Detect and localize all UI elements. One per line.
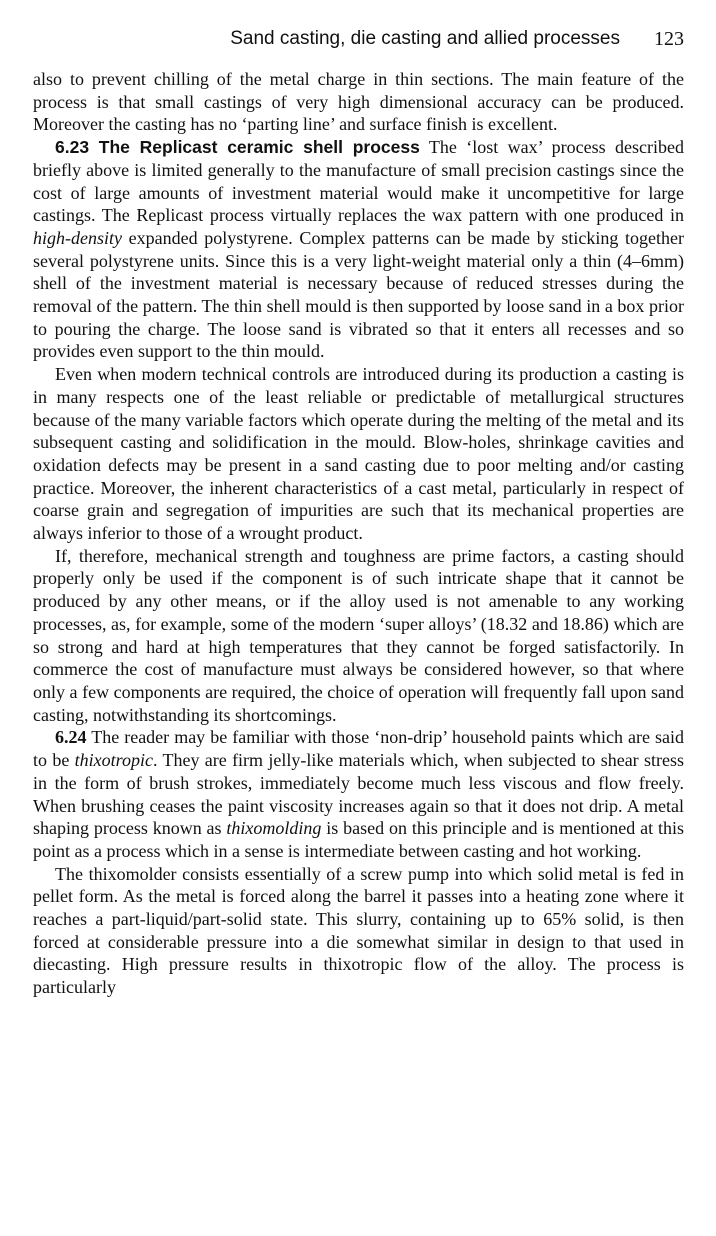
section-heading: 6.23 The Replicast ceramic shell process (55, 137, 420, 158)
paragraph-text: also to prevent chilling of the metal charge in thin sections. The main feature of the process is that small castings of very high dimensional accuracy can be produced. Moreover the casting has no ‘parting line’ and surface finish is excellent. (33, 69, 684, 135)
section-number: 6.24 (55, 727, 87, 748)
paragraph-text: If, therefore, mechanical strength and toughness are prime factors, a casting should properly only be used if the component is of such intricate shape that it cannot be produced by any other means, or if the alloy used is not amenable to any working processes, as, for example, some of the modern ‘super alloys’ (18.32 and 18.86) which are so strong and hard at high temperatures that they cannot be forged satisfactorily. In commerce the cost of manufacture must always be considered however, so that where only a few components are required, the choice of operation will frequently fall upon sand casting, notwithstanding its shortcomings. (33, 545, 684, 725)
emphasis-text: high-density (33, 227, 122, 248)
paragraph-section-6-23 (33, 136, 684, 363)
paragraph-text: The reader may be familiar with those ‘non-drip’ household paints which are said to be (33, 727, 684, 771)
paragraph-text: The ‘lost wax’ process described briefly above is limited generally to the manufacture of small precision castings since the cost of large amounts of investment material would make it uncompetitive for large castings. The Replicast process virtually replaces the wax pattern with one produced in (33, 137, 684, 226)
paragraph (33, 363, 684, 545)
paragraph-section-6-24 (33, 726, 684, 862)
paragraph-text: . They are firm jelly-like materials which, when subjected to shear stress in the form of brush strokes, immediately become much less viscous and flow freely. When brushing ceases the paint viscosity increases again so that it does not drip. A metal shaping process known as (33, 750, 684, 839)
page-number: 123 (654, 28, 684, 50)
paragraph-text: is based on this principle and is mentioned at this point as a process which in a sense is intermediate between casting and hot working. (33, 818, 684, 861)
emphasis-text: thixomolding (226, 818, 322, 839)
paragraph-text: expanded polystyrene. Complex patterns can be made by sticking together several polystyrene units. Since this is a very light-weight material only a thin (4–6mm) shell of the investment material is necessary because of reduced stresses during the removal of the pattern. The thin shell mould is then supported by loose sand in a box prior to pouring the charge. The loose sand is vibrated so that it enters all recesses and so provides even support to the thin mould. (33, 227, 684, 362)
paragraph (33, 863, 684, 999)
paragraph (33, 545, 684, 727)
running-header (30, 26, 684, 54)
body-text (33, 68, 684, 999)
paragraph-continued (33, 68, 684, 136)
paragraph-text: The thixomolder consists essentially of a screw pump into which solid metal is fed in pellet form. As the metal is forced along the barrel it passes into a heating zone where it reaches a part-liquid/part-solid state. This slurry, containing up to 65% solid, is then forced at considerable pressure into a die somewhat similar in design to that used in diecasting. High pressure results in thixotropic flow of the alloy. The process is particularly (33, 863, 684, 998)
paragraph-text: Even when modern technical controls are introduced during its production a casting is in many respects one of the least reliable or predictable of metallurgical structures because of the many variable factors which operate during the melting of the metal and its subsequent casting and solidification in the mould. Blow-holes, shrinkage cavities and oxidation defects may be present in a sand casting due to poor melting and/or casting practice. Moreover, the inherent characteristics of a cast metal, particularly in respect of coarse grain and segregation of impurities are such that its mechanical properties are always inferior to those of a wrought product. (33, 364, 684, 544)
emphasis-text: thixotropic (74, 750, 153, 771)
running-title: Sand casting, die casting and allied processes (230, 28, 620, 49)
